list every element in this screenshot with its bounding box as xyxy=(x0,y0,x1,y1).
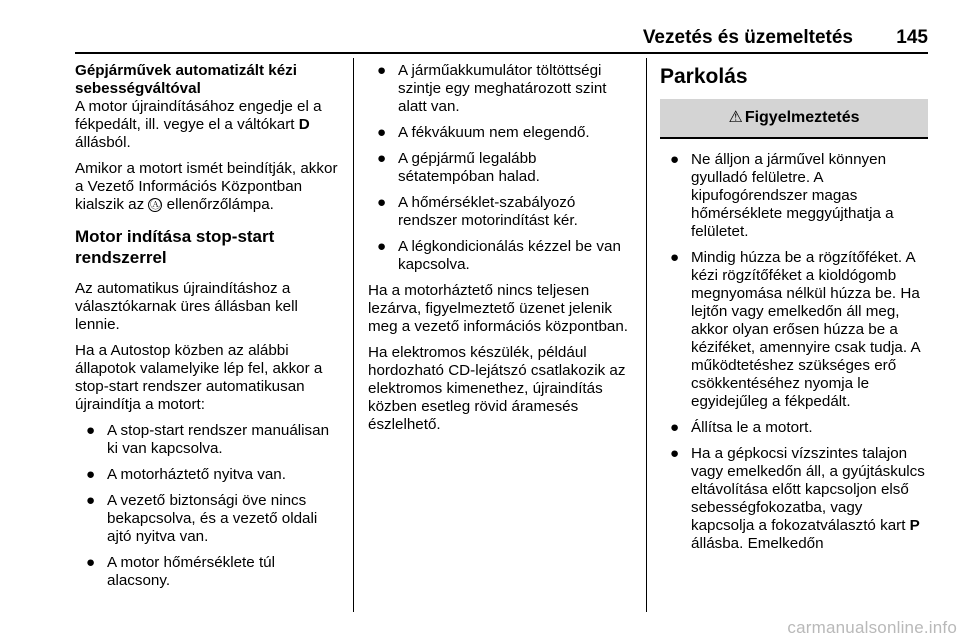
list-item xyxy=(75,492,340,546)
list-item-text: A járműakkumulátor töltöttségi szintje egy meghatározott szint alatt van. xyxy=(398,62,607,115)
bullet-icon: ● xyxy=(86,422,96,439)
list-item-text: A gépjármű legalább sétatempóban halad. xyxy=(398,150,540,185)
list-item-text: A vezető biztonsági öve nincs bekapcsolva, és a vezető oldali ajtó nyitva van. xyxy=(107,492,318,545)
list-item-text: Mindig húzza be a rögzítőféket. A kézi rögzítőféket a kioldógomb megnyomása nélkül húzza be. Ha lejtőn vagy emelkedőn áll meg, akkor olyan erősen húzza be a kéziféket, amennyire csak tudja. A működtetéshez szükséges erő csökkentéséhez nyomja le egyidejűleg a fékpedált. xyxy=(691,249,920,410)
column-divider xyxy=(353,58,354,612)
page-header xyxy=(75,26,928,52)
chapter-title: Parkolás xyxy=(660,65,748,88)
list-item-text: A fékvákuum nem elegendő. xyxy=(398,124,590,141)
list-item xyxy=(75,466,340,484)
section-title: Motor indítása stop-start rendszerrel xyxy=(75,227,275,267)
page-number: 145 xyxy=(896,27,928,48)
list-item-text: A hőmérséklet-szabályozó rendszer motorindítást kér. xyxy=(398,194,578,229)
warning-header xyxy=(660,99,928,137)
list-item xyxy=(368,238,633,274)
paragraph: Ha elektromos készülék, például hordozható CD-lejátszó csatlakozik az elektromos kimenethez, újraindítás közben esetleg rövid áramesés észlelhető. xyxy=(368,344,626,433)
bullet-icon: ● xyxy=(86,554,96,571)
subheading: Gépjárművek automatizált kézi sebességváltóval xyxy=(75,62,297,97)
text: állásba. Emelkedőn xyxy=(691,535,824,552)
bullet-list xyxy=(660,151,928,553)
paragraph: Ha a motorháztető nincs teljesen lezárva, figyelmeztető üzenet jelenik meg a vezető információs központban. xyxy=(368,282,629,335)
list-item-text: A stop-start rendszer manuálisan ki van kapcsolva. xyxy=(107,422,330,457)
bullet-list xyxy=(368,62,633,274)
text: A motor újraindításához engedje el a fékpedált, ill. vegye el a váltókart xyxy=(75,98,322,133)
bullet-icon: ● xyxy=(670,445,680,462)
paragraph xyxy=(75,98,340,152)
page-header-title: Vezetés és üzemeltetés xyxy=(642,27,853,48)
list-item xyxy=(368,124,633,142)
list-item xyxy=(660,151,928,241)
list-item-text: A légkondicionálás kézzel be van kapcsolva. xyxy=(398,238,621,273)
list-item xyxy=(75,422,340,458)
list-item xyxy=(368,194,633,230)
warning-title: Figyelmeztetés xyxy=(744,109,860,126)
bullet-icon: ● xyxy=(86,492,96,509)
bullet-icon: ● xyxy=(377,124,387,141)
bullet-list xyxy=(75,422,340,590)
paragraph: Ha a Autostop közben az alábbi állapotok valamelyike lép fel, akkor a stop-start rendszer automatikusan újraindítja a motort: xyxy=(75,342,323,413)
column-right xyxy=(660,62,928,610)
list-item xyxy=(660,249,928,411)
bullet-icon: ● xyxy=(86,466,96,483)
list-item xyxy=(368,150,633,186)
warning-box xyxy=(660,99,928,553)
autostop-indicator-icon: Ⓐ xyxy=(149,199,161,211)
paragraph xyxy=(75,160,340,214)
list-item-text: Ne álljon a járművel könnyen gyulladó felületre. A kipufogórendszer magas hőmérséklete meggyújthatja a felületet. xyxy=(691,151,894,240)
header-rule xyxy=(75,52,928,54)
list-item-text: Állítsa le a motort. xyxy=(691,419,813,436)
list-item-text: A motorháztető nyitva van. xyxy=(107,466,286,483)
warning-body xyxy=(660,139,928,553)
text: ellenőrzőlámpa. xyxy=(162,196,274,213)
column-left xyxy=(75,62,340,610)
bullet-icon: ● xyxy=(377,238,387,255)
watermark: carmanualsonline.info xyxy=(787,618,957,637)
gear-position-p: P xyxy=(909,517,920,534)
paragraph: Az automatikus újraindításhoz a választókarnak üres állásban kell lennie. xyxy=(75,280,298,333)
text: Amikor a motort ismét beindítják, akkor a Vezető Információs Központban kialszik az xyxy=(75,160,338,213)
bullet-icon: ● xyxy=(670,419,680,436)
list-item xyxy=(75,554,340,590)
list-item xyxy=(660,445,928,553)
list-item xyxy=(368,62,633,116)
list-item-text xyxy=(691,445,925,552)
bullet-icon: ● xyxy=(670,151,680,168)
text: állásból. xyxy=(75,134,131,151)
column-divider xyxy=(646,58,647,612)
bullet-icon: ● xyxy=(670,249,680,266)
bullet-icon: ● xyxy=(377,150,387,167)
bullet-icon: ● xyxy=(377,194,387,211)
list-item-text: A motor hőmérséklete túl alacsony. xyxy=(107,554,275,589)
text: Ha a gépkocsi vízszintes talajon vagy emelkedőn áll, a gyújtáskulcs eltávolítása előtt kapcsoljon első sebességfokozatba, vagy kapcsolja a fokozatválasztó kart xyxy=(691,445,925,534)
warning-triangle-icon: ⚠ xyxy=(728,109,743,126)
bullet-icon: ● xyxy=(377,62,387,79)
list-item xyxy=(660,419,928,437)
gear-position-d: D xyxy=(298,116,310,133)
column-middle xyxy=(368,62,633,610)
